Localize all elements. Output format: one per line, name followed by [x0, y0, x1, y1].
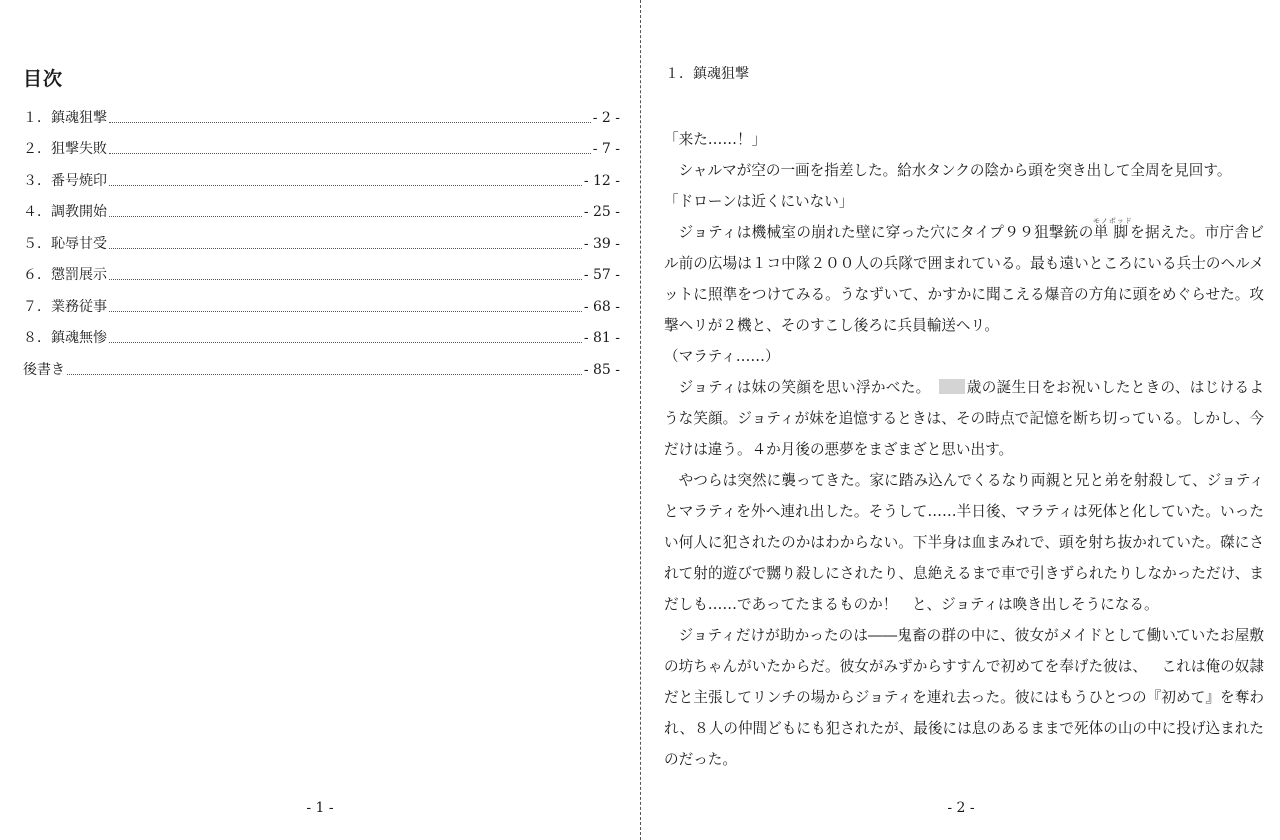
toc-entry-label: ７．業務従事 [23, 298, 107, 315]
toc-entry[interactable] [23, 159, 620, 191]
toc-entry[interactable] [23, 191, 620, 223]
toc-leader-dots [109, 121, 591, 123]
toc-leader-dots [109, 184, 582, 186]
right-page [642, 0, 1280, 840]
toc-leader-dots [109, 278, 582, 280]
toc-entry-label: ８．鎮魂無惨 [23, 330, 107, 346]
toc-leader-dots [109, 215, 582, 217]
toc-leader-dots [109, 310, 582, 312]
ruby-annotation [1092, 217, 1109, 241]
toc-entry[interactable] [23, 128, 620, 160]
paragraph: 「ドローンは近くにいない」 [664, 193, 854, 210]
toc-entry-label: ２．狙撃失敗 [23, 141, 107, 157]
redacted-block [939, 379, 965, 394]
toc-entry[interactable] [23, 285, 620, 317]
paragraph [664, 620, 1264, 775]
page-number-footer: - 1 - [306, 800, 334, 816]
toc-entry-page: - 39 - [583, 235, 620, 252]
ruby-text: ポッド [1108, 217, 1133, 225]
toc-entry-label: ６．懲罰展示 [23, 267, 107, 283]
toc-leader-dots [109, 152, 591, 154]
paragraph: （マラティ……） [664, 348, 780, 365]
toc-title: 目次 [23, 68, 64, 90]
ruby-base: 単 [1092, 224, 1109, 241]
toc-entry-page: - 81 - [583, 330, 620, 346]
toc-entry[interactable] [23, 317, 620, 349]
toc-entry-label: 後書き [23, 361, 65, 378]
toc-entry[interactable] [23, 96, 620, 128]
toc-entry-page: - 12 - [583, 172, 620, 189]
toc-list [23, 96, 620, 380]
chapter-body [664, 124, 1264, 775]
paragraph-text: を据えた。市庁舎ビル前の広場は１コ中隊２００人の兵隊で囲まれている。最も遠いところにいる兵士のヘルメットに照準をつけてみる。うなずいて、かすかに聞こえる爆音の方角に頭をめぐらせた。攻撃ヘリが２機と、そのすこし後ろに兵員輸送ヘリ。 [664, 224, 1264, 334]
paragraph-text: は俺の奴隷だと主張してリンチの場からジョティを連れ去った。彼にはもうひとつの『初めて』を奪われ、８人の仲間どもにも犯されたが、最後には息のあるままで死体の山の中に投げ込まれたのだった。 [664, 658, 1264, 768]
toc-entry-page: - 25 - [583, 204, 620, 220]
chapter-heading: １．鎮魂狙撃 [665, 66, 749, 82]
paragraph: やつらは突然に襲ってきた。家に踏み込んでくるなり両親と兄と弟を射殺して、ジョティとマラティを外へ連れ出した。そうして……半日後、マラティは死体と化していた。いったい何人に犯されたのかはわからない。下半身は血まみれで、頭を射ち抜かれていた。磔にされて射的遊びで嬲り殺しにされたり、息絶えるまで車で引きずられたりしなかっただけ、まだしも……であってたまるものか！ と、ジョティは喚き出しそうになる。 [664, 472, 1264, 613]
paragraph-text: 歳の誕生日をお祝いしたときの、はじけるような笑顔。ジョティが妹を追憶するときは、その時点で記憶を断ち切っている。しかし、今だけは違う。４か月後の悪夢をまざまざと思い出す。 [664, 379, 1264, 458]
toc-entry[interactable] [23, 254, 620, 286]
paragraph: 「来た……！」 [664, 131, 767, 148]
toc-leader-dots [109, 341, 582, 343]
toc-entry-page: - 68 - [583, 298, 620, 315]
page-number-footer: - 2 - [947, 800, 975, 816]
toc-entry-page: - 57 - [583, 267, 620, 283]
toc-entry-label: ３．番号焼印 [23, 172, 107, 189]
paragraph-text: ジョティだけが助かったのは――鬼畜の群の中に、彼女がメイドとして働いていたお屋敷の坊ちゃんがいたからだ。彼女がみずからすすんで初めてを奉げた彼は、 [664, 627, 1264, 675]
ruby-annotation [1108, 217, 1133, 241]
paragraph-text: ジョティは機械室の崩れた壁に穿った穴にタイプ９９狙撃銃の [678, 224, 1094, 241]
toc-entry[interactable] [23, 348, 620, 380]
toc-leader-dots [67, 373, 582, 375]
toc-entry-label: １．鎮魂狙撃 [23, 109, 107, 126]
emphasis-dots: ・ これ [1147, 651, 1191, 682]
toc-entry-page: - 2 - [592, 109, 620, 126]
toc-entry-page: - 85 - [583, 361, 620, 378]
toc-entry-page: - 7 - [592, 141, 620, 157]
toc-entry-label: ５．恥辱甘受 [23, 235, 107, 252]
paragraph [664, 372, 1264, 465]
paragraph-text: ジョティは妹の笑顔を思い浮かべた。 [678, 379, 931, 396]
paragraph: シャルマが空の一画を指差した。給水タンクの陰から頭を突き出して全周を見回す。 [678, 162, 1232, 179]
page-divider [640, 0, 641, 840]
ruby-text: モノ [1092, 217, 1109, 225]
toc-leader-dots [109, 247, 582, 249]
paragraph [664, 217, 1264, 341]
toc-entry-label: ４．調教開始 [23, 204, 107, 220]
ruby-base: 脚 [1108, 224, 1133, 241]
toc-entry[interactable] [23, 222, 620, 254]
